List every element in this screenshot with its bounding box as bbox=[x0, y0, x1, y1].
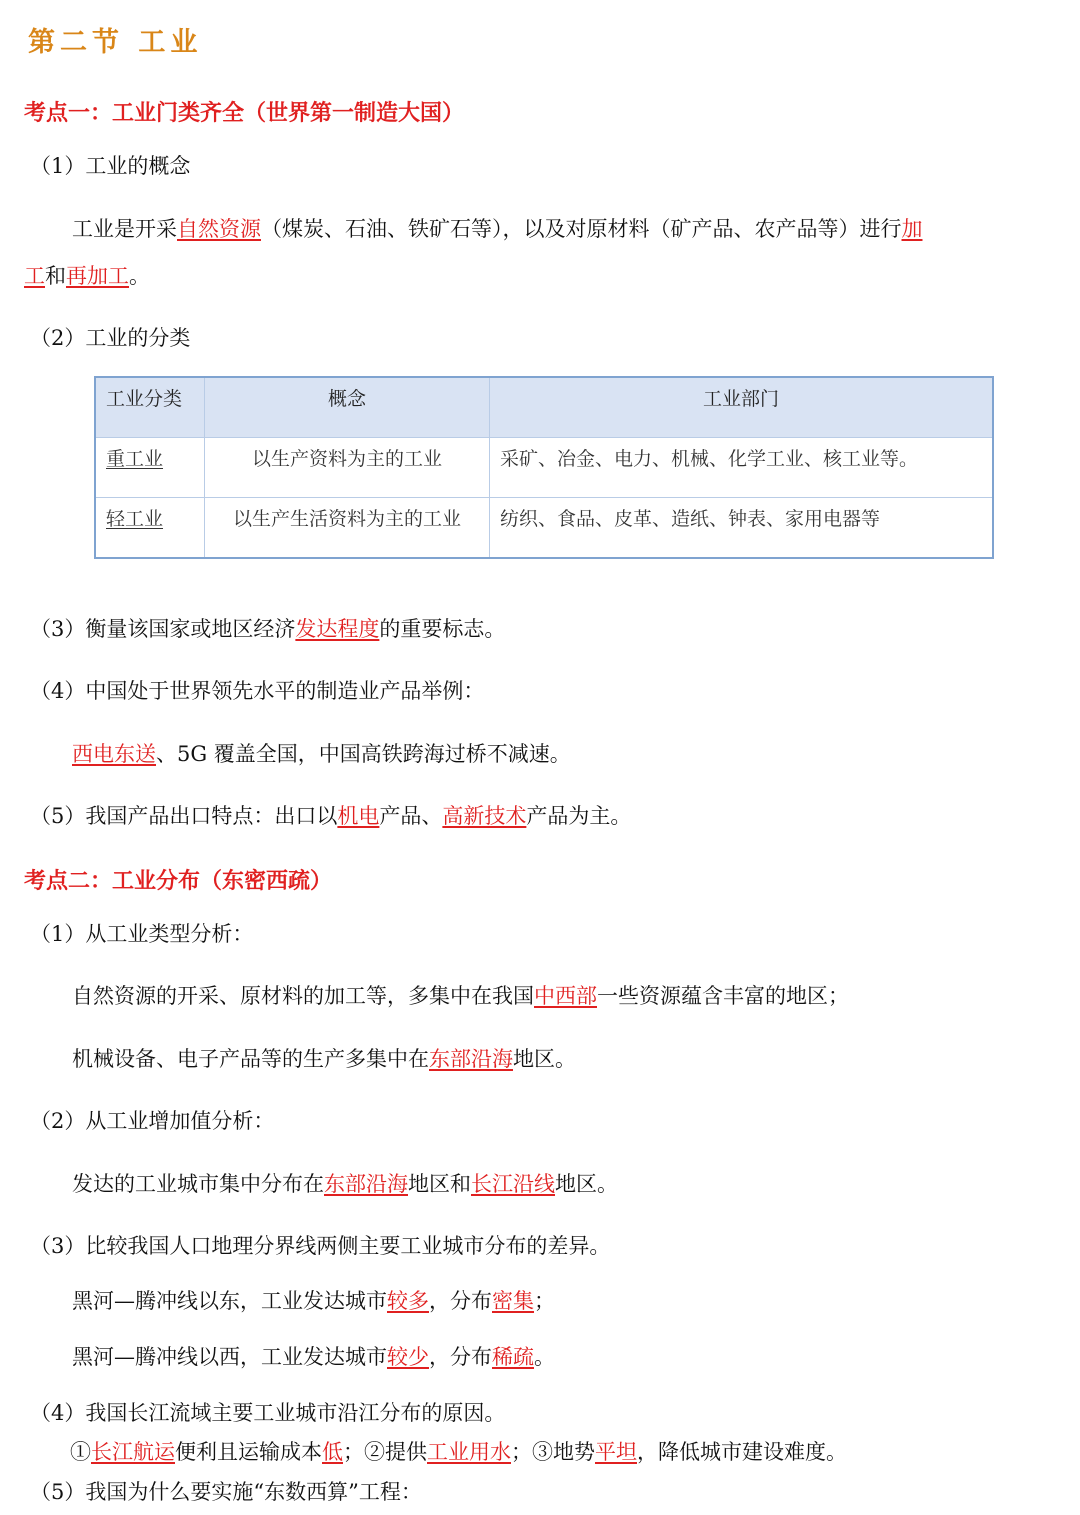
highlight-term: 加 bbox=[901, 217, 923, 241]
table-row bbox=[95, 498, 993, 559]
kp2-item5-heading: （5）我国为什么要实施“东数西算”工程： bbox=[30, 1480, 422, 1504]
kp2-item2-text bbox=[72, 1171, 618, 1197]
table-cell: 以生产生活资料为主的工业 bbox=[205, 498, 490, 559]
text: 黑河—腾冲线以东，工业发达城市 bbox=[72, 1289, 387, 1313]
text: ，分布 bbox=[429, 1345, 492, 1369]
section-title: 第二节 工业 bbox=[28, 27, 203, 58]
text: 和 bbox=[45, 264, 66, 288]
kp2-item3-line1 bbox=[72, 1288, 555, 1314]
highlight-term: 工 bbox=[24, 264, 45, 288]
text: 自然资源的开采、原材料的加工等，多集中在我国 bbox=[72, 984, 534, 1008]
text: 地区。 bbox=[555, 1172, 618, 1196]
highlight-term: 密集 bbox=[492, 1289, 534, 1313]
text: ，分布 bbox=[429, 1289, 492, 1313]
highlight-term: 长江航运 bbox=[91, 1440, 175, 1464]
text: 便利且运输成本 bbox=[175, 1440, 322, 1464]
kp1-item1-text-line2 bbox=[24, 263, 150, 289]
key-point-2-title: 考点二：工业分布（东密西疏） bbox=[24, 869, 333, 894]
kp2-item1-line2 bbox=[72, 1046, 576, 1072]
text: 的重要标志。 bbox=[379, 617, 506, 641]
highlight-term: 发达程度 bbox=[295, 617, 380, 641]
kp2-item3-line2 bbox=[72, 1344, 555, 1370]
highlight-term: 低 bbox=[322, 1440, 343, 1464]
text: 产品为主。 bbox=[526, 804, 632, 828]
text: 。 bbox=[534, 1345, 555, 1369]
text: ；③地势 bbox=[511, 1440, 595, 1464]
highlight-term: 自然资源 bbox=[177, 217, 261, 241]
kp1-item2-heading: （2）工业的分类 bbox=[30, 326, 191, 350]
highlight-term: 平坦 bbox=[595, 1440, 637, 1464]
industry-classification-table bbox=[94, 376, 994, 559]
highlight-term: 东部沿海 bbox=[429, 1047, 513, 1071]
text: ； bbox=[534, 1289, 555, 1313]
text: ；②提供 bbox=[343, 1440, 427, 1464]
key-point-1-title: 考点一：工业门类齐全（世界第一制造大国） bbox=[24, 101, 465, 126]
highlight-term: 西电东送 bbox=[72, 742, 156, 766]
kp1-item1-heading: （1）工业的概念 bbox=[30, 154, 191, 178]
text: （煤炭、石油、铁矿石等），以及对原材料（矿产品、农产品等）进行 bbox=[261, 217, 902, 241]
table-header-cell: 工业部门 bbox=[490, 377, 994, 438]
kp1-item4-text bbox=[72, 741, 571, 767]
highlight-term: 机电 bbox=[337, 804, 380, 828]
highlight-term: 工业用水 bbox=[427, 1440, 511, 1464]
highlight-term: 高新技术 bbox=[442, 804, 527, 828]
kp2-item2-heading: （2）从工业增加值分析： bbox=[30, 1109, 275, 1133]
text: 机械设备、电子产品等的生产多集中在 bbox=[72, 1047, 429, 1071]
text: ① bbox=[70, 1440, 91, 1464]
highlight-term: 较多 bbox=[387, 1289, 429, 1313]
table-cell: 纺织、食品、皮革、造纸、钟表、家用电器等 bbox=[490, 498, 994, 559]
table-row bbox=[95, 438, 993, 498]
text: 、5G 覆盖全国，中国高铁跨海过桥不减速。 bbox=[156, 742, 571, 766]
table-header-cell: 工业分类 bbox=[95, 377, 205, 438]
text: 一些资源蕴含丰富的地区； bbox=[597, 984, 849, 1008]
text: （5）我国产品出口特点：出口以 bbox=[30, 804, 338, 828]
text: 工业是开采 bbox=[72, 217, 177, 241]
text: 发达的工业城市集中分布在 bbox=[72, 1172, 324, 1196]
text: （3）衡量该国家或地区经济 bbox=[30, 617, 296, 641]
kp1-item3 bbox=[30, 616, 505, 642]
kp1-item5 bbox=[30, 803, 631, 829]
text: 地区和 bbox=[408, 1172, 471, 1196]
highlight-term: 较少 bbox=[387, 1345, 429, 1369]
highlight-term: 东部沿海 bbox=[324, 1172, 408, 1196]
kp1-item4-heading: （4）中国处于世界领先水平的制造业产品举例： bbox=[30, 679, 485, 703]
table-cell bbox=[95, 498, 205, 559]
text: ，降低城市建设难度。 bbox=[637, 1440, 847, 1464]
highlight-term: 中西部 bbox=[534, 984, 597, 1008]
text: 。 bbox=[129, 264, 150, 288]
table-cell bbox=[95, 438, 205, 498]
kp1-item1-text-line1 bbox=[72, 216, 923, 242]
kp2-item1-heading: （1）从工业类型分析： bbox=[30, 922, 254, 946]
kp2-item1-line1 bbox=[72, 983, 849, 1009]
category-name: 重工业 bbox=[106, 448, 164, 470]
text: 产品、 bbox=[379, 804, 443, 828]
kp2-item3-heading: （3）比较我国人口地理分界线两侧主要工业城市分布的差异。 bbox=[30, 1234, 611, 1258]
kp2-item4-text bbox=[70, 1439, 847, 1465]
highlight-term: 稀疏 bbox=[492, 1345, 534, 1369]
text: 黑河—腾冲线以西，工业发达城市 bbox=[72, 1345, 387, 1369]
table-header-row bbox=[95, 377, 993, 438]
table-cell: 采矿、冶金、电力、机械、化学工业、核工业等。 bbox=[490, 438, 994, 498]
highlight-term: 再加工 bbox=[66, 264, 129, 288]
table-cell: 以生产资料为主的工业 bbox=[205, 438, 490, 498]
highlight-term: 长江沿线 bbox=[471, 1172, 555, 1196]
category-name: 轻工业 bbox=[106, 508, 164, 530]
kp2-item4-heading: （4）我国长江流域主要工业城市沿江分布的原因。 bbox=[30, 1401, 506, 1425]
text: 地区。 bbox=[513, 1047, 576, 1071]
table-header-cell: 概念 bbox=[205, 377, 490, 438]
